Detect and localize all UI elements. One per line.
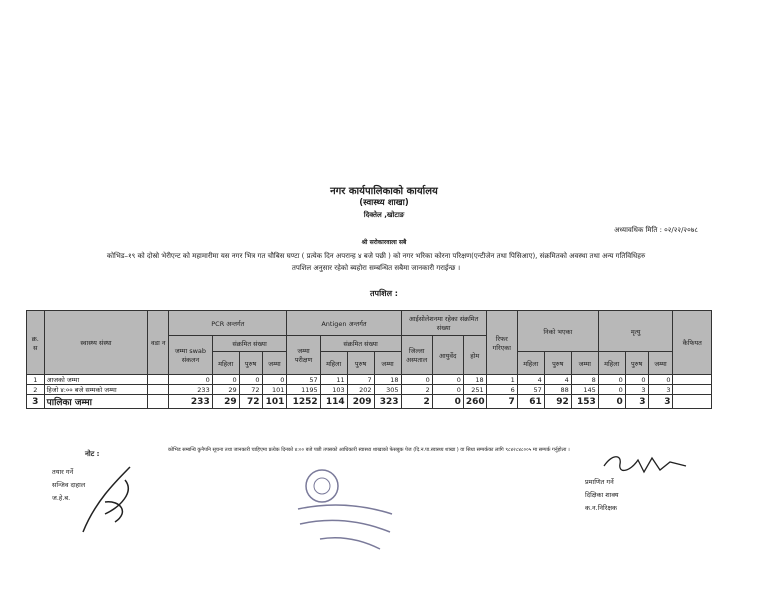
cell-rec-1: 92 bbox=[544, 395, 571, 409]
update-date: अध्यावधिक मिति : ०२/२२/२०७८ bbox=[614, 226, 698, 234]
cell-death-1: 0 bbox=[625, 375, 648, 385]
table-row bbox=[27, 385, 712, 395]
note-label: नोट : bbox=[85, 450, 100, 458]
cell-death-2: 0 bbox=[648, 375, 673, 385]
details-heading: तपशिल : bbox=[369, 289, 399, 298]
header-pcr-female: महिला bbox=[212, 352, 239, 375]
cell-iso-1: 0 bbox=[432, 385, 463, 395]
header-ward: वडा न bbox=[148, 311, 169, 375]
cell-remarks bbox=[673, 395, 712, 409]
header-pcr-total: जम्मा bbox=[262, 352, 287, 375]
cell-ag-2: 202 bbox=[347, 385, 374, 395]
header-pcr: PCR अन्तर्गत bbox=[169, 311, 287, 336]
header-rec-male: पुरुष bbox=[544, 352, 571, 375]
certified-post: क.न.निरिक्षक bbox=[585, 504, 618, 512]
cell-pcr-1: 29 bbox=[212, 395, 239, 409]
cell-pcr-1: 29 bbox=[212, 385, 239, 395]
intro-line-2: तपशिल अनुसार रहेको ब्यहोरा सम्बन्धित सबैमा जानकारी गराईन्छ । bbox=[291, 264, 461, 272]
cell-sn: 2 bbox=[27, 385, 45, 395]
header-remarks: कैफियत bbox=[673, 311, 712, 375]
cell-name: पालिका जम्मा bbox=[44, 395, 148, 409]
cell-pcr-2: 72 bbox=[239, 395, 262, 409]
cell-death-1: 3 bbox=[625, 395, 648, 409]
cell-rec-0: 4 bbox=[517, 375, 544, 385]
cell-ag-2: 209 bbox=[347, 395, 374, 409]
cell-death-2: 3 bbox=[648, 395, 673, 409]
addressee: श्री सरोकारवाला सबै bbox=[361, 239, 407, 246]
cell-name: हिजो ४:०० बजे सम्मको जम्मा bbox=[44, 385, 148, 395]
header-home: होम bbox=[463, 336, 486, 375]
cell-pcr-2: 0 bbox=[239, 375, 262, 385]
header-referred: रिफर गरिएका bbox=[486, 311, 517, 375]
cell-ward bbox=[148, 375, 169, 385]
cell-death-0: 0 bbox=[598, 375, 625, 385]
covid-status-table bbox=[26, 310, 712, 409]
cell-name: आजको जम्मा bbox=[44, 375, 148, 385]
cell-referred: 7 bbox=[486, 395, 517, 409]
header-ag-infected: संक्रमित संख्या bbox=[320, 336, 401, 352]
cell-rec-2: 8 bbox=[571, 375, 598, 385]
table-row bbox=[27, 395, 712, 409]
cell-sn: 1 bbox=[27, 375, 45, 385]
header-deaths: मृत्यु bbox=[598, 311, 673, 352]
cell-pcr-1: 0 bbox=[212, 375, 239, 385]
cell-ag-1: 114 bbox=[320, 395, 347, 409]
cell-remarks bbox=[673, 375, 712, 385]
footnote: कोभिड सम्बन्धि कुनैपनि सूचना तथा जानकारी चाहिएमा प्रत्येक दिनको ४:०० बजे पछी तपसको आधिकारी स्वास्थ्य शाखाको फेसबुक पेज (दि.न.पा.स्वास्थ्य शाखा ) वा सिधा सम्पर्कका लागि ९८४२८४८००५ मा सम्पर्क गर्नुहोला । bbox=[168, 447, 570, 453]
header-ayurveda: आयुर्वेद bbox=[432, 336, 463, 375]
cell-remarks bbox=[673, 385, 712, 395]
header-isolation: आईसोलेशनमा रहेका संक्रमित संख्या bbox=[401, 311, 486, 336]
header-pcr-infected: संक्रमित संख्या bbox=[212, 336, 287, 352]
prepared-label: तयार गर्ने bbox=[52, 468, 74, 476]
cell-rec-2: 145 bbox=[571, 385, 598, 395]
header-ag-male: पुरुष bbox=[347, 352, 374, 375]
cell-ag-3: 305 bbox=[374, 385, 401, 395]
cell-iso-1: 0 bbox=[432, 395, 463, 409]
cell-referred: 1 bbox=[486, 375, 517, 385]
cell-pcr-0: 0 bbox=[169, 375, 213, 385]
cell-pcr-3: 0 bbox=[262, 375, 287, 385]
table-body bbox=[27, 375, 712, 409]
intro-paragraph bbox=[26, 250, 726, 274]
header-recovered: निको भएका bbox=[517, 311, 598, 352]
cell-iso-0: 0 bbox=[401, 375, 432, 385]
header-ag-female: महिला bbox=[320, 352, 347, 375]
cell-death-0: 0 bbox=[598, 385, 625, 395]
cell-iso-0: 2 bbox=[401, 395, 432, 409]
header-pcr-male: पुरुष bbox=[239, 352, 262, 375]
cell-iso-1: 0 bbox=[432, 375, 463, 385]
header-death-male: पुरुष bbox=[625, 352, 648, 375]
cell-ward bbox=[148, 395, 169, 409]
header-death-female: महिला bbox=[598, 352, 625, 375]
cell-ag-1: 11 bbox=[320, 375, 347, 385]
header-antigen: Antigen अन्तर्गत bbox=[287, 311, 401, 336]
cell-rec-1: 4 bbox=[544, 375, 571, 385]
certifier-signature bbox=[600, 452, 690, 480]
cell-referred: 6 bbox=[486, 385, 517, 395]
cell-rec-0: 61 bbox=[517, 395, 544, 409]
intro-line-1: कोभिड–१९ को दोस्रो भेरीएन्ट को महामारीमा यस नगर भित्र गत चौबिस घण्टा ( प्रत्येक दिन अपरान्ह ४ बजे पछी ) को नगर भरिका कोरना परिक्षण(एन्टीजेन तथा पिसिआए), संक्रमितको अवस्था तथा अन्य गतिविधिहरु bbox=[106, 252, 646, 260]
place-name: दिक्तेल ,खोटाङ bbox=[363, 211, 405, 219]
prepared-post: ज.हे.ब. bbox=[52, 494, 71, 502]
cell-rec-2: 153 bbox=[571, 395, 598, 409]
header-test-total: जम्मा परीक्षण bbox=[287, 336, 320, 375]
cell-ag-0: 57 bbox=[287, 375, 320, 385]
cell-ward bbox=[148, 385, 169, 395]
cell-pcr-3: 101 bbox=[262, 395, 287, 409]
cell-ag-3: 18 bbox=[374, 375, 401, 385]
cell-ag-3: 323 bbox=[374, 395, 401, 409]
cell-death-2: 3 bbox=[648, 385, 673, 395]
cell-death-1: 3 bbox=[625, 385, 648, 395]
header-death-total: जम्मा bbox=[648, 352, 673, 375]
preparer-signature bbox=[75, 462, 145, 542]
cell-ag-2: 7 bbox=[347, 375, 374, 385]
header-ag-total: जम्मा bbox=[374, 352, 401, 375]
header-sn: क्र. स bbox=[27, 311, 45, 375]
cell-rec-0: 57 bbox=[517, 385, 544, 395]
certified-label: प्रमाणित गर्ने bbox=[585, 478, 614, 486]
header-rec-total: जम्मा bbox=[571, 352, 598, 375]
header-rec-female: महिला bbox=[517, 352, 544, 375]
cell-pcr-0: 233 bbox=[169, 385, 213, 395]
cell-pcr-3: 101 bbox=[262, 385, 287, 395]
cell-sn: 3 bbox=[27, 395, 45, 409]
cell-iso-2: 18 bbox=[463, 375, 486, 385]
cell-ag-0: 1252 bbox=[287, 395, 320, 409]
header-swab: जम्मा swab संकलन bbox=[169, 336, 213, 375]
office-title: नगर कार्यपालिकाको कार्यालय bbox=[330, 186, 438, 197]
branch-title: (स्वास्थ्य शाखा) bbox=[359, 198, 409, 208]
cell-death-0: 0 bbox=[598, 395, 625, 409]
cell-pcr-0: 233 bbox=[169, 395, 213, 409]
header-institution: स्वास्थ्य संस्था bbox=[44, 311, 148, 375]
certified-name: दिक्षिका शाक्य bbox=[585, 491, 619, 499]
cell-iso-0: 2 bbox=[401, 385, 432, 395]
cell-ag-1: 103 bbox=[320, 385, 347, 395]
cell-iso-2: 260 bbox=[463, 395, 486, 409]
certified-by bbox=[585, 476, 619, 515]
prepared-name: सन्जिव दाहाल bbox=[52, 481, 86, 489]
cell-ag-0: 1195 bbox=[287, 385, 320, 395]
cell-rec-1: 88 bbox=[544, 385, 571, 395]
office-seal-stamp bbox=[290, 464, 400, 559]
table-row bbox=[27, 375, 712, 385]
cell-pcr-2: 72 bbox=[239, 385, 262, 395]
header-district-hospital: जिल्ला अस्पताल bbox=[401, 336, 432, 375]
cell-iso-2: 251 bbox=[463, 385, 486, 395]
